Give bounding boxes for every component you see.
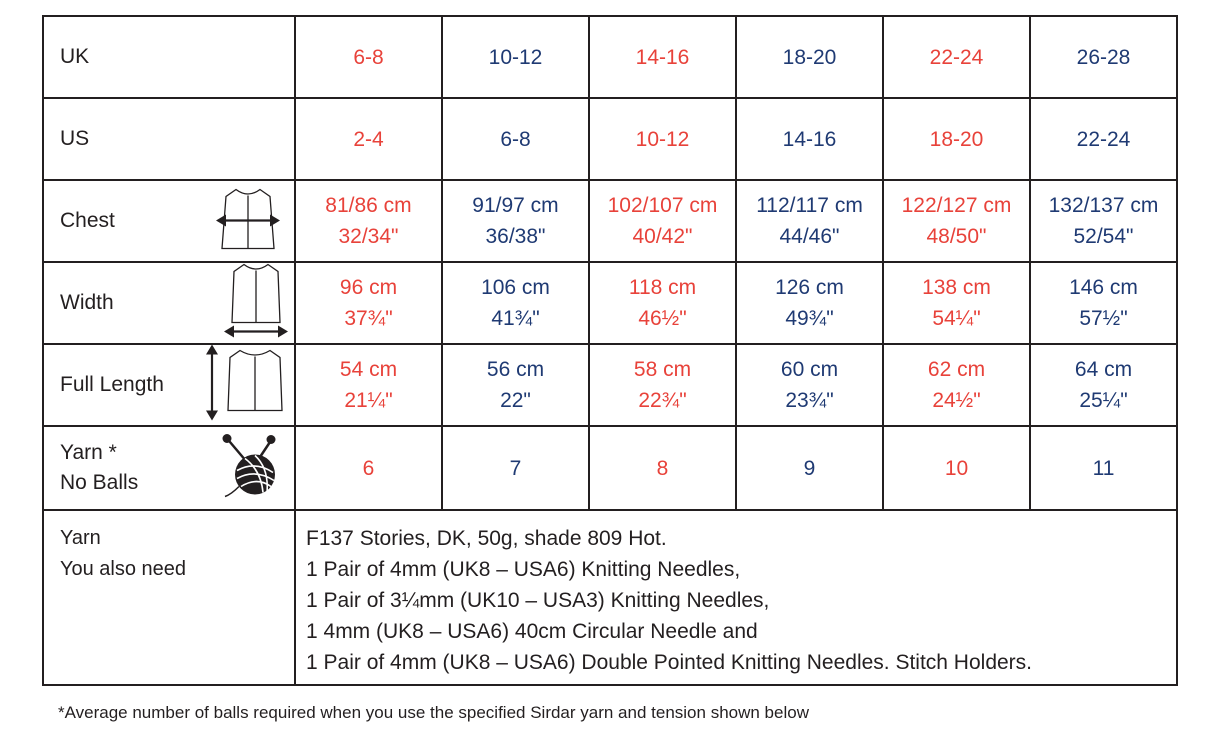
size-row: [43, 16, 1177, 98]
size-value: 58 cm: [633, 358, 692, 381]
size-value: 81/86 cm: [325, 194, 412, 217]
size-value-cell: [883, 344, 1030, 426]
size-value: 9: [803, 456, 816, 480]
size-value: 36/38": [485, 225, 546, 248]
row-label: UK: [60, 45, 90, 68]
notes-label-cell: [43, 510, 295, 685]
size-value-cell: [589, 262, 736, 344]
row-label: Width: [60, 291, 114, 314]
size-value: 48/50": [926, 225, 987, 248]
notes-line: 1 4mm (UK8 – USA6) 40cm Circular Needle and: [306, 620, 758, 643]
size-value: 24½": [932, 389, 981, 412]
size-value: 18-20: [782, 45, 837, 69]
size-value-cell: [883, 98, 1030, 180]
size-value-cell: [442, 98, 589, 180]
size-value: 26-28: [1076, 45, 1131, 69]
size-value: 18-20: [929, 127, 984, 151]
size-value-cell: [1030, 180, 1177, 262]
row-label-cell: [43, 98, 295, 180]
size-value: 122/127 cm: [901, 194, 1012, 217]
size-value-cell: [589, 180, 736, 262]
row-label-cell: [43, 16, 295, 98]
notes-label-line: Yarn: [60, 527, 101, 549]
size-value: 2-4: [353, 127, 384, 151]
size-value: 10-12: [635, 127, 690, 151]
size-value: 6-8: [353, 45, 384, 69]
size-value: 8: [656, 456, 669, 480]
row-label: Full Length: [60, 373, 164, 396]
notes-text-cell: [295, 510, 1177, 685]
size-value-cell: [883, 262, 1030, 344]
row-label-cell: [43, 344, 295, 426]
size-value: 6: [362, 456, 375, 480]
cardigan-length-icon: [204, 343, 288, 428]
size-row: [43, 98, 1177, 180]
size-value-cell: [589, 426, 736, 510]
size-value: 56 cm: [486, 358, 545, 381]
row-label-line: Yarn *: [60, 441, 117, 464]
size-chart-body: [43, 16, 1177, 685]
size-value-cell: [736, 180, 883, 262]
size-value-cell: [589, 98, 736, 180]
size-value: 10: [944, 456, 969, 480]
size-value: 96 cm: [339, 276, 398, 299]
size-value-cell: [442, 180, 589, 262]
size-value-cell: [736, 344, 883, 426]
size-value: 102/107 cm: [607, 194, 718, 217]
size-value-cell: [295, 426, 442, 510]
size-value: 138 cm: [922, 276, 991, 299]
footnote: *Average number of balls required when you use the specified Sirdar yarn and tension shown below: [58, 703, 809, 722]
notes-line: 1 Pair of 3¼mm (UK10 – USA3) Knitting Needles,: [306, 589, 770, 612]
size-value: 41¾": [491, 307, 540, 330]
size-value-cell: [442, 426, 589, 510]
size-value-cell: [295, 262, 442, 344]
size-value-cell: [589, 16, 736, 98]
row-label: Chest: [60, 209, 115, 232]
size-value: 57½": [1079, 307, 1128, 330]
size-value: 52/54": [1073, 225, 1134, 248]
size-value: 22-24: [1076, 127, 1131, 151]
size-value-cell: [295, 180, 442, 262]
row-label-line: No Balls: [60, 471, 139, 494]
size-value-cell: [883, 426, 1030, 510]
size-row: [43, 426, 1177, 510]
size-value: 64 cm: [1074, 358, 1133, 381]
size-value: 22": [500, 389, 531, 412]
size-value: 6-8: [500, 127, 531, 151]
size-value-cell: [295, 344, 442, 426]
size-value: 10-12: [488, 45, 543, 69]
size-value: 11: [1092, 456, 1115, 480]
size-row: [43, 344, 1177, 426]
cardigan-width-icon: [220, 261, 292, 346]
row-label: US: [60, 127, 90, 150]
size-value: 21¼": [344, 389, 393, 412]
size-value-cell: [883, 16, 1030, 98]
notes-line: 1 Pair of 4mm (UK8 – USA6) Knitting Needles,: [306, 558, 741, 581]
size-value: 106 cm: [481, 276, 550, 299]
row-label-cell: [43, 180, 295, 262]
size-value-cell: [736, 16, 883, 98]
size-value-cell: [736, 426, 883, 510]
size-value: 14-16: [782, 127, 837, 151]
yarn-ball-needles-icon: [219, 431, 285, 506]
size-value: 132/137 cm: [1048, 194, 1159, 217]
size-value: 126 cm: [775, 276, 844, 299]
size-value-cell: [295, 16, 442, 98]
size-value: 146 cm: [1069, 276, 1138, 299]
size-value-cell: [883, 180, 1030, 262]
size-value-cell: [442, 344, 589, 426]
cardigan-chest-icon: [212, 183, 284, 260]
row-label-cell: [43, 262, 295, 344]
size-value-cell: [295, 98, 442, 180]
size-value-cell: [1030, 344, 1177, 426]
size-value-cell: [442, 16, 589, 98]
size-value-cell: [736, 262, 883, 344]
notes-line: 1 Pair of 4mm (UK8 – USA6) Double Pointed Knitting Needles. Stitch Holders.: [306, 651, 1033, 674]
size-value: 54¼": [932, 307, 981, 330]
size-chart-table: [42, 15, 1178, 686]
size-value: 60 cm: [780, 358, 839, 381]
size-value-cell: [1030, 262, 1177, 344]
size-value: 118 cm: [628, 276, 697, 299]
size-value-cell: [1030, 98, 1177, 180]
size-value: 22¾": [638, 389, 687, 412]
size-value: 40/42": [632, 225, 693, 248]
size-value: 91/97 cm: [472, 194, 559, 217]
row-label: [60, 438, 138, 498]
size-value-cell: [442, 262, 589, 344]
notes-line: F137 Stories, DK, 50g, shade 809 Hot.: [306, 527, 667, 550]
size-value: 32/34": [338, 225, 399, 248]
size-value: 23¾": [785, 389, 834, 412]
size-value: 14-16: [635, 45, 690, 69]
size-value: 7: [509, 456, 522, 480]
size-value: 54 cm: [339, 358, 398, 381]
size-value: 22-24: [929, 45, 984, 69]
size-value: 46½": [638, 307, 687, 330]
size-value: 112/117 cm: [756, 194, 863, 217]
size-row: [43, 262, 1177, 344]
size-value: 49¾": [785, 307, 834, 330]
size-value: 62 cm: [927, 358, 986, 381]
size-value: 25¼": [1079, 389, 1128, 412]
size-value-cell: [1030, 426, 1177, 510]
row-label-cell: [43, 426, 295, 510]
size-row: [43, 180, 1177, 262]
yarn-notes-row: [43, 510, 1177, 685]
size-value-cell: [736, 98, 883, 180]
size-value: 37¾": [344, 307, 393, 330]
size-value-cell: [589, 344, 736, 426]
size-value: 44/46": [779, 225, 840, 248]
notes-label-line: You also need: [60, 558, 187, 580]
size-value-cell: [1030, 16, 1177, 98]
